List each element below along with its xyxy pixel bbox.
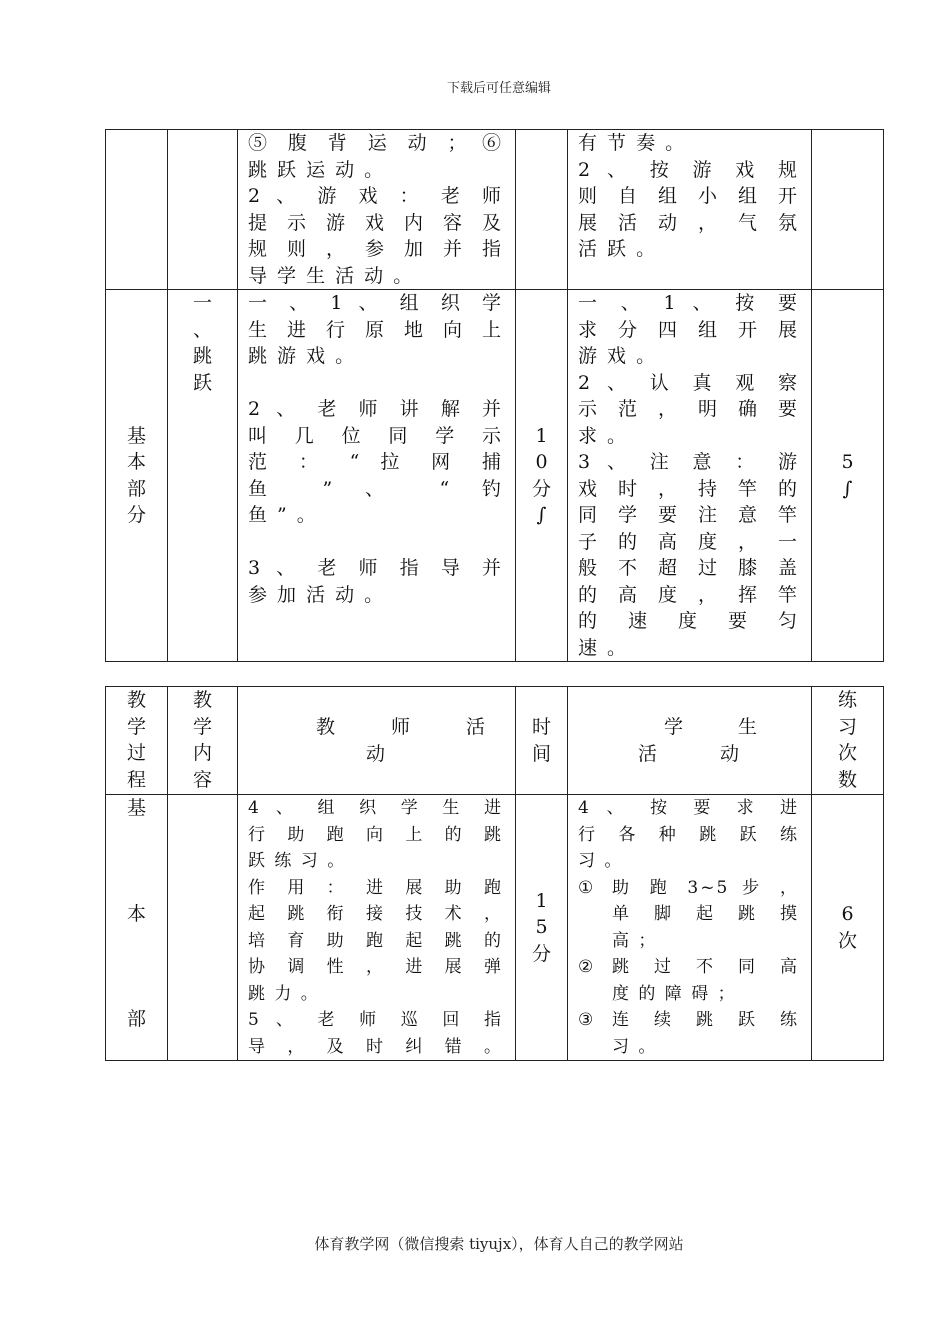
- list-item: ② 跳 过 不 同 高 度 的 障 碍 ；: [578, 957, 799, 1004]
- student-activity-text: [568, 130, 811, 263]
- text-line: 跃 练 习 。: [248, 851, 347, 871]
- content-cell: [168, 130, 238, 290]
- text-line: 参 加 活 动 。: [248, 583, 386, 606]
- page-header-note: 下载后可任意编辑: [446, 81, 551, 96]
- table-row: [106, 290, 884, 662]
- time-cell: [516, 795, 568, 1061]
- content-cell: [168, 290, 238, 662]
- text-line: 求 。: [578, 424, 629, 447]
- text-line: 展 活 动 ， 气 氛: [578, 211, 799, 234]
- reps-cell: [812, 290, 884, 662]
- text-line: 跳 力 。: [248, 983, 320, 1004]
- text-line: 鱼 ” 、 “ 钓: [248, 477, 503, 500]
- text-line: 般 不 超 过 膝 盖: [578, 557, 799, 579]
- stage-label: 基 本 部 分: [126, 424, 146, 526]
- text-line: 求 分 四 组 开 展: [578, 318, 799, 341]
- reps-label: 5 ∫: [841, 451, 854, 500]
- stage-cell: 基 本 部: [106, 795, 168, 1061]
- text-line: 子 的 高 度 ， 一: [578, 530, 799, 553]
- text-line: 导 ， 及 时 纠 错 。: [248, 1036, 503, 1057]
- list-item: ③ 连 续 跳 跃 练 习 。: [578, 1010, 799, 1057]
- text-line: 3 、 老 师 指 导 并: [248, 557, 503, 579]
- text-line: 有 节 奏 。: [578, 132, 687, 154]
- text-line: 跳 跃 运 动 。: [248, 158, 386, 181]
- text-line: 一 、 1 、 组 织 学: [248, 292, 503, 314]
- teacher-activity-text: [238, 290, 515, 608]
- text-line: ⑤ 腹 背 运 动 ； ⑥: [248, 132, 503, 154]
- text-line: 5 、 老 师 巡 回 指: [248, 1010, 503, 1030]
- text-line: 规 则 ， 参 加 并 指: [248, 238, 503, 260]
- table-row: [106, 795, 884, 1061]
- student-activity-cell: [568, 130, 812, 290]
- time-label: 15 分: [531, 889, 551, 965]
- text-line: 2 、 游 戏 ： 老 师: [248, 185, 503, 207]
- header-reps: 练 习 次 数: [812, 687, 884, 795]
- text-line: 2 、 按 游 戏 规: [578, 158, 799, 181]
- list-item: ① 助 跑 3~5 步 ， 单 脚 起 跳 摸 高 ；: [578, 877, 799, 951]
- student-activity-cell: [568, 290, 812, 662]
- header-student-activity: 学 生 活 动: [568, 687, 812, 795]
- teacher-activity-text: [238, 130, 515, 289]
- lesson-table-continued: [105, 129, 884, 662]
- text-line: 同 学 要 注 意 竿: [578, 504, 799, 526]
- text-line: 2 、 老 师 讲 解 并: [248, 398, 503, 420]
- student-activity-text: [568, 290, 811, 661]
- lesson-table: [105, 686, 884, 1061]
- text-line: 则 自 组 小 组 开: [578, 185, 799, 207]
- text-line: 2 、 认 真 观 察: [578, 371, 799, 394]
- content-label: 一 、 跳 跃: [192, 292, 212, 394]
- text-line: 鱼 ” 。: [248, 504, 318, 526]
- stage-cell: [106, 130, 168, 290]
- student-activity-text: [568, 795, 811, 1060]
- text-line: 提 示 游 戏 内 容 及: [248, 211, 503, 234]
- text-line: 跳 游 戏 。: [248, 345, 357, 367]
- text-line: 起 跳 衔 接 技 术 ，: [248, 904, 503, 924]
- text-line: 导 学 生 活 动 。: [248, 264, 415, 287]
- reps-label: 6 次: [837, 903, 857, 952]
- text-line: 生 进 行 原 地 向 上: [248, 318, 503, 341]
- text-line: 示 范 ， 明 确 要: [578, 398, 799, 420]
- content-cell: [168, 795, 238, 1061]
- text-line: 作 用 ： 进 展 助 跑: [248, 877, 503, 898]
- reps-cell: [812, 130, 884, 290]
- text-line: 活 跃 。: [578, 238, 658, 260]
- text-line: 的 高 度 ， 挥 竿: [578, 583, 799, 606]
- time-label: 10 分 ∫: [531, 424, 551, 526]
- teacher-activity-cell: [238, 795, 516, 1061]
- student-activity-cell: [568, 795, 812, 1061]
- text-line: 协 调 性 ， 进 展 弹: [248, 957, 503, 977]
- table-row: [106, 130, 884, 290]
- text-line: 戏 时 ， 持 竿 的: [578, 477, 799, 500]
- text-line: 速 。: [578, 636, 629, 659]
- header-teacher-activity: 教 师 活 动: [238, 687, 516, 795]
- header-content: 教 学 内 容: [168, 687, 238, 795]
- teacher-activity-cell: [238, 130, 516, 290]
- teacher-activity-cell: [238, 290, 516, 662]
- page-footer-note: 体育教学网（微信搜索 tiyujx），体育人自己的教学网站: [314, 1235, 684, 1253]
- header-process: 教 学 过 程: [106, 687, 168, 795]
- text-line: 游 戏 。: [578, 345, 658, 367]
- text-line: 4 、 组 织 学 生 进: [248, 798, 503, 818]
- text-line: 一 、 1 、 按 要: [578, 292, 799, 314]
- teacher-activity-text: [238, 795, 515, 1060]
- text-line: 的 速 度 要 匀: [578, 610, 799, 632]
- text-line: 4 、 按 要 求 进: [578, 798, 799, 818]
- text-line: 培 育 助 跑 起 跳 的: [248, 930, 503, 951]
- stage-cell: [106, 290, 168, 662]
- time-cell: [516, 290, 568, 662]
- header-time: 时 间: [516, 687, 568, 795]
- time-cell: [516, 130, 568, 290]
- reps-cell: [812, 795, 884, 1061]
- text-line: 行 助 跑 向 上 的 跳: [248, 824, 503, 845]
- text-line: 习 。: [578, 851, 624, 871]
- text-line: 3 、 注 意 ： 游: [578, 451, 799, 473]
- table-header-row: [106, 687, 884, 795]
- text-line: 叫 几 位 同 学 示: [248, 424, 503, 447]
- text-line: 行 各 种 跳 跃 练: [578, 824, 799, 845]
- text-line: 范 ： “ 拉 网 捕: [248, 451, 503, 473]
